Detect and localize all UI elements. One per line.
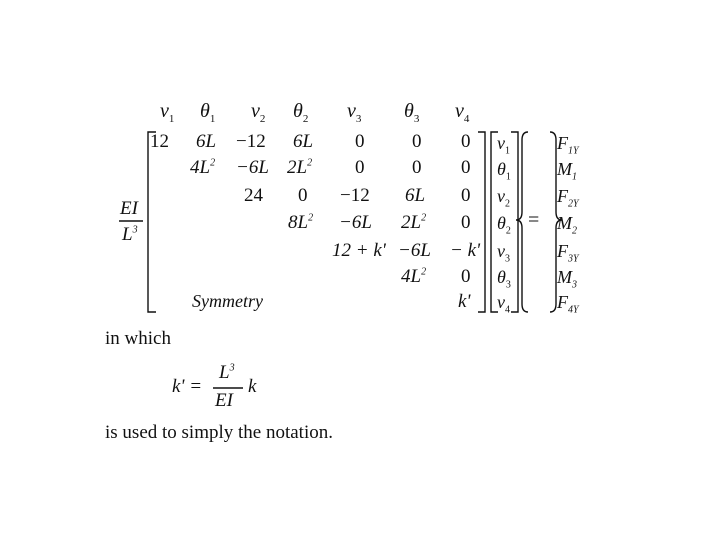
matrix-cell: 0 [461,212,471,233]
disp-vec-entry: $v_4$ [497,292,510,316]
disp-vec-entry: $\theta_1$ [497,159,511,183]
matrix-cell: −12 [340,185,370,206]
disp-vec-entry: $\theta_2$ [497,213,511,237]
matrix-cell: 0 [461,157,471,178]
force-vec-entry: $M_3$ [557,267,577,291]
disp-vec-entry: $v_1$ [497,133,510,157]
kprime-numerator: $L^3$ [219,362,235,383]
matrix-cell: $2L^2$ [287,157,313,178]
disp-vec-entry: $v_3$ [497,241,510,265]
col-header-theta3: $\theta_3$ [404,100,420,125]
matrix-cell: 12 [150,131,169,152]
matrix-cell: 0 [298,185,308,206]
force-vec-entry: $F_{4Y}$ [557,292,579,316]
matrix-cell: −6L [339,212,372,233]
kprime-denominator: EI [215,390,233,411]
col-header-v1: $v_1$ [160,100,175,125]
force-vec-entry: $F_{1Y}$ [557,133,579,157]
col-header-theta1: $\theta_1$ [200,100,216,125]
matrix-cell: 12 + k' [332,240,386,261]
col-header-v3: $v_3$ [347,100,362,125]
force-vec-entry: $F_{2Y}$ [557,186,579,210]
matrix-cell: 6L [196,131,217,152]
matrix-cell: − k' [450,240,481,261]
matrix-cell: −6L [236,157,269,178]
kprime-rhs: k [248,376,257,397]
disp-vec-entry: $v_2$ [497,186,510,210]
matrix-cell: −12 [236,131,266,152]
force-vec-entry: $F_{3Y}$ [557,241,579,265]
col-header-v2: $v_2$ [251,100,266,125]
force-vec-entry: $M_2$ [557,213,577,237]
matrix-cell: $8L^2$ [288,212,314,233]
factor-denominator: $L^3$ [122,224,138,245]
matrix-cell: −6L [398,240,431,261]
col-header-theta2: $\theta_2$ [293,100,309,125]
col-header-v4: $v_4$ [455,100,470,125]
matrix-cell: 0 [461,266,471,287]
matrix-cell: k' [458,291,471,312]
matrix-cell: $4L^2$ [190,157,216,178]
disp-vec-entry: $\theta_3$ [497,267,511,291]
factor-numerator: EI [120,198,138,219]
force-vec-entry: $M_1$ [557,159,577,183]
matrix-cell: 0 [461,131,471,152]
matrix-cell: 0 [412,157,422,178]
matrix-cell: 0 [355,131,365,152]
matrix-cell: $2L^2$ [401,212,427,233]
text-in-which: in which [105,328,171,349]
matrix-cell: 6L [405,185,426,206]
equals-sign: = [528,209,540,231]
matrix-cell: 24 [244,185,263,206]
text-footer: is used to simply the notation. [105,422,333,443]
symmetry-label: Symmetry [192,291,263,311]
matrix-cell: 0 [461,185,471,206]
matrix-cell: 6L [293,131,314,152]
kprime-lhs: k' = [172,376,203,397]
matrix-cell: 0 [355,157,365,178]
matrix-cell: $4L^2$ [401,266,427,287]
matrix-cell: 0 [412,131,422,152]
